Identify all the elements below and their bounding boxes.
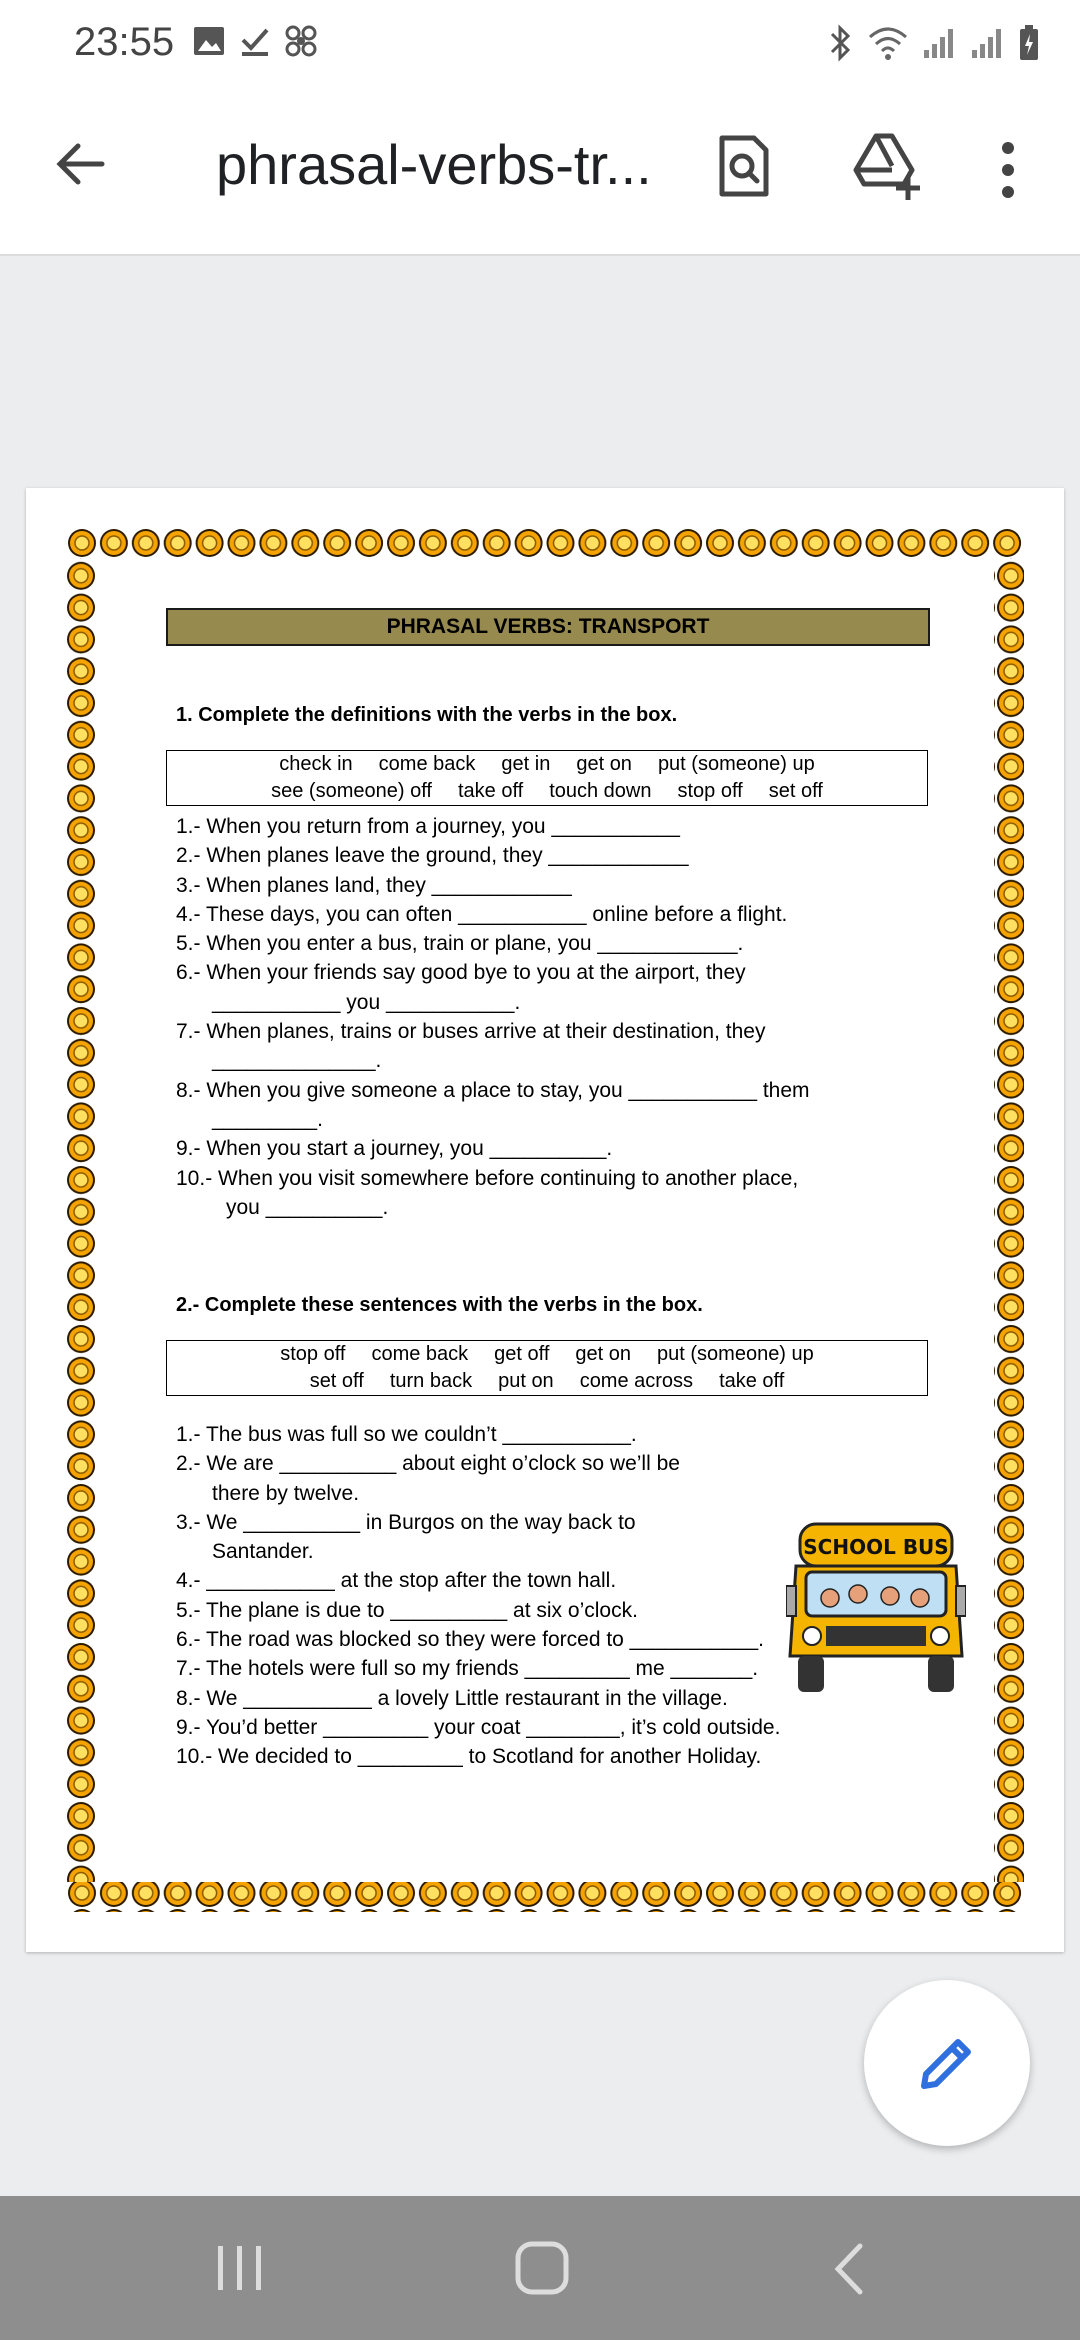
word-box-row [167,751,927,778]
bus-sign: SCHOOL BUS [803,1535,949,1559]
wifi-icon [868,25,908,66]
exercise-line: 4.- These days, you can often ___________ online before a flight. [176,902,788,926]
signal-icon [970,26,1004,65]
exercise-line: 1.- The bus was full so we couldn’t ___________. [176,1423,637,1446]
exercise-line: 5.- When you enter a bus, train or plane, you ____________. [176,932,744,956]
exercise-line: 10.- We decided to _________ to Scotland for another Holiday. [176,1745,762,1769]
check-icon [238,24,272,63]
app-bar [0,90,1080,256]
battery-icon [1018,24,1040,67]
status-time: 23:55 [74,20,175,64]
more-vert-icon[interactable] [996,140,1020,205]
word: come back [371,1343,469,1365]
exercise-line: 5.- The plane is due to __________ at six o’clock. [176,1598,638,1622]
exercise-line: 9.- When you start a journey, you __________. [176,1137,613,1161]
word: set off [309,1370,364,1392]
exercise-line: 4.- ___________ at the stop after the town hall. [176,1569,617,1593]
section2-word-box [166,1340,928,1396]
exercise-line: Santander. [212,1540,314,1564]
word: come back [378,753,476,775]
exercise-line: 3.- When planes land, they ____________ [176,873,572,897]
section2-heading: 2.- Complete these sentences with the verbs in the box. [176,1294,703,1316]
word: take off [719,1370,785,1392]
bluetooth-icon [828,24,854,67]
exercise-line: 2.- When planes leave the ground, they ____________ [176,844,689,868]
section1-word-box [166,750,928,806]
word: get on [575,1343,632,1365]
exercise-line: ___________ you ___________. [212,990,521,1014]
edit-fab-button[interactable] [864,1980,1030,2146]
word: see (someone) off [271,780,432,802]
pencil-icon [914,2030,980,2096]
worksheet-title: PHRASAL VERBS: TRANSPORT [166,608,930,646]
back-icon[interactable] [828,2242,868,2301]
system-nav-bar [0,2196,1080,2340]
word: put on [498,1370,554,1392]
word-box-row [167,778,927,805]
exercise-line: 3.- We __________ in Burgos on the way back to [176,1510,636,1534]
word: come across [579,1370,694,1392]
word-box-row [167,1368,927,1395]
home-icon[interactable] [514,2240,570,2301]
word: put (someone) up [657,753,815,775]
exercise-line: 9.- You’d better _________ your coat ________, it’s cold outside. [176,1715,781,1739]
word: turn back [389,1370,473,1392]
document-title: phrasal-verbs-tr... [216,133,652,196]
drive-add-icon[interactable] [852,130,924,207]
word: touch down [549,780,652,802]
back-arrow-icon[interactable] [52,136,108,197]
exercise-line: 8.- When you give someone a place to stay, you ___________ them [176,1078,810,1102]
word: get on [576,753,632,775]
word: check in [279,753,353,775]
recent-apps-icon[interactable] [214,2242,266,2299]
status-bar [0,0,1080,90]
fan-icon [284,24,318,63]
school-bus-illustration [786,1516,966,1700]
image-icon [192,24,226,63]
section2-lines [176,1420,780,1772]
lens-search-icon[interactable] [714,132,774,207]
exercise-line: 1.- When you return from a journey, you ___________ [176,815,680,838]
word: stop off [677,780,743,802]
word: set off [768,780,823,802]
word: get in [501,753,551,775]
word-box-row [167,1341,927,1368]
exercise-line: _________. [212,1107,323,1131]
exercise-line: there by twelve. [212,1481,360,1505]
section1-lines [176,812,810,1222]
exercise-line: 7.- The hotels were full so my friends _________ me _______. [176,1657,759,1681]
signal-icon [922,26,956,65]
section1-heading: 1. Complete the definitions with the verbs in the box. [176,704,678,726]
document-page[interactable] [26,488,1064,1952]
exercise-line: 7.- When planes, trains or buses arrive at their destination, they [176,1020,766,1044]
exercise-line: 2.- We are __________ about eight o’clock so we’ll be [176,1452,680,1476]
exercise-line: 8.- We ___________ a lovely Little restaurant in the village. [176,1686,728,1710]
exercise-line: you __________. [226,1195,389,1219]
exercise-line: 10.- When you visit somewhere before continuing to another place, [176,1166,799,1190]
word: take off [457,780,524,802]
exercise-line: 6.- The road was blocked so they were forced to ___________. [176,1628,764,1652]
word: get off [494,1343,550,1365]
word: put (someone) up [657,1343,814,1365]
exercise-line: 6.- When your friends say good bye to you at the airport, they [176,961,746,985]
exercise-line: ______________. [212,1049,382,1073]
word: stop off [280,1343,346,1365]
